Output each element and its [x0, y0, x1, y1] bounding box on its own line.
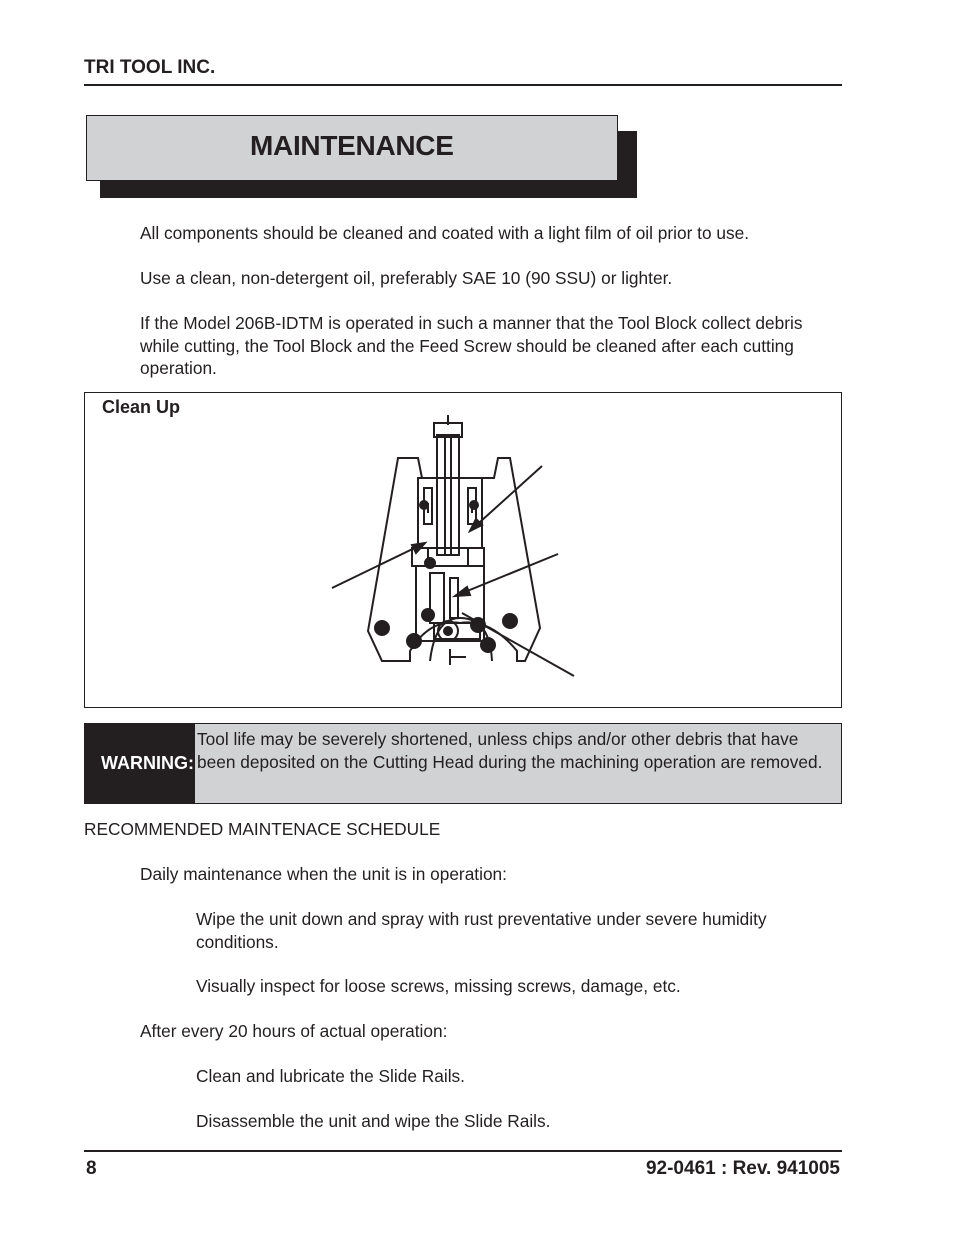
intro-paragraph-1: All components should be cleaned and coated with a light film of oil prior to use. [140, 223, 750, 243]
header-rule [84, 84, 842, 86]
daily-item-2: Visually inspect for loose screws, missing screws, damage, etc. [196, 976, 681, 996]
daily-item-1: Wipe the unit down and spray with rust preventative under severe humidity conditions. [196, 909, 767, 952]
warning-box [84, 723, 842, 804]
intro-paragraph-2: Use a clean, non-detergent oil, preferably SAE 10 (90 SSU) or lighter. [140, 268, 673, 288]
page-number: 8 [86, 1158, 97, 1179]
footer-rule [84, 1150, 842, 1152]
warning-text: Tool life may be severely shortened, unless chips and/or other debris that have been deposited on the Cutting Head during the machining operation are removed. [197, 729, 823, 772]
hours20-heading: After every 20 hours of actual operation: [140, 1021, 448, 1041]
hours20-item-2: Disassemble the unit and wipe the Slide Rails. [196, 1111, 551, 1131]
warning-label: WARNING: [85, 724, 195, 803]
intro-paragraph-3: If the Model 206B-IDTM is operated in such a manner that the Tool Block collect debris while cutting, the Tool Block and the Feed Screw should be cleaned after each cutting operation. [140, 313, 803, 378]
figure-title: Clean Up [102, 397, 181, 417]
section-title: MAINTENANCE [250, 130, 454, 161]
cutting-head-diagram-icon [330, 413, 670, 683]
daily-heading: Daily maintenance when the unit is in operation: [140, 864, 507, 884]
hours20-item-1: Clean and lubricate the Slide Rails. [196, 1066, 465, 1086]
schedule-heading: RECOMMENDED MAINTENACE SCHEDULE [84, 819, 441, 839]
figure-clean-up [84, 392, 842, 708]
document-revision: 92-0461 : Rev. 941005 [645, 1158, 840, 1179]
company-name: TRI TOOL INC. [84, 57, 216, 78]
section-title-box [86, 115, 618, 181]
